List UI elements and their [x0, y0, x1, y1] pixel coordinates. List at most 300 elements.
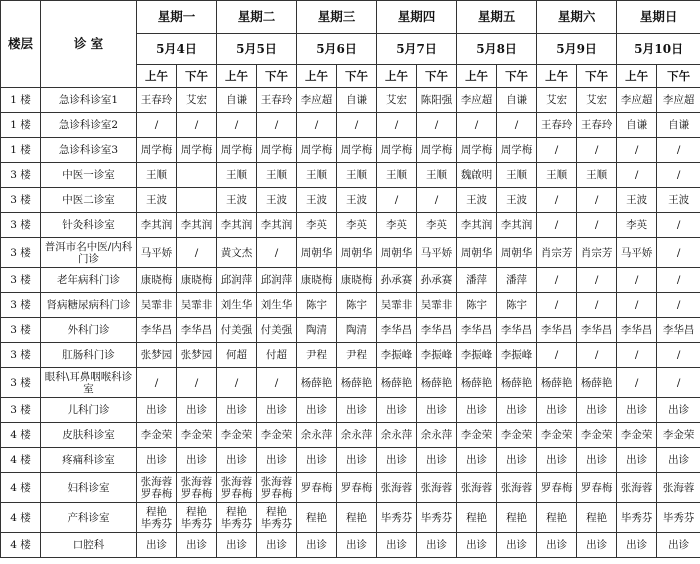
doctor-cell: 张海蓉 罗春梅	[257, 473, 297, 503]
doctor-cell: 出诊	[657, 533, 700, 558]
doctor-cell: 吴霏非	[417, 293, 457, 318]
doctor-cell: 陶清	[297, 318, 337, 343]
schedule-row	[1, 213, 700, 238]
floor-header: 楼层	[1, 1, 41, 88]
doctor-cell: /	[617, 268, 657, 293]
doctor-cell: 刘生华	[217, 293, 257, 318]
doctor-cell: 程艳	[537, 503, 577, 533]
doctor-cell: 李其润	[177, 213, 217, 238]
schedule-row	[1, 398, 700, 423]
morning-header: 上午	[617, 65, 657, 88]
doctor-cell: 罗春梅	[337, 473, 377, 503]
doctor-cell: 张海蓉	[657, 473, 700, 503]
clinic-header: 诊 室	[41, 1, 137, 88]
doctor-cell: /	[377, 188, 417, 213]
doctor-cell: 李金荣	[457, 423, 497, 448]
doctor-cell: 李英	[297, 213, 337, 238]
clinic-name-cell: 中医一诊室	[41, 163, 137, 188]
doctor-cell: 李华昌	[537, 318, 577, 343]
morning-header: 上午	[297, 65, 337, 88]
doctor-cell: 周学梅	[297, 138, 337, 163]
doctor-cell: 张梦园	[177, 343, 217, 368]
doctor-cell: 李华昌	[617, 318, 657, 343]
doctor-cell: /	[577, 268, 617, 293]
doctor-cell: 罗春梅	[537, 473, 577, 503]
doctor-cell: 自谦	[217, 88, 257, 113]
doctor-cell: 李振峰	[497, 343, 537, 368]
doctor-cell: 李英	[377, 213, 417, 238]
doctor-cell: 邱润萍	[257, 268, 297, 293]
schedule-body	[1, 88, 700, 558]
doctor-cell: 王顺	[537, 163, 577, 188]
doctor-cell: 王春玲	[137, 88, 177, 113]
schedule-row	[1, 503, 700, 533]
doctor-cell: 出诊	[217, 533, 257, 558]
doctor-cell: 程艳	[497, 503, 537, 533]
doctor-cell: 罗春梅	[297, 473, 337, 503]
morning-header: 上午	[137, 65, 177, 88]
date-header: 5月7日	[377, 34, 457, 65]
doctor-cell: 余永萍	[337, 423, 377, 448]
day-header: 星期四	[377, 1, 457, 34]
doctor-cell: /	[617, 293, 657, 318]
doctor-cell: 周学梅	[497, 138, 537, 163]
doctor-cell: 王波	[297, 188, 337, 213]
schedule-row	[1, 88, 700, 113]
doctor-cell: 艾宏	[577, 88, 617, 113]
doctor-cell: /	[257, 238, 297, 268]
doctor-cell: 出诊	[337, 533, 377, 558]
doctor-cell: 程艳	[297, 503, 337, 533]
doctor-cell: 潘萍	[497, 268, 537, 293]
doctor-cell: 李金荣	[257, 423, 297, 448]
morning-header: 上午	[217, 65, 257, 88]
doctor-cell: 王顺	[337, 163, 377, 188]
doctor-cell: 出诊	[257, 398, 297, 423]
doctor-cell: 孙承赛	[377, 268, 417, 293]
doctor-cell: 出诊	[537, 533, 577, 558]
doctor-cell: /	[617, 138, 657, 163]
doctor-cell: 出诊	[457, 533, 497, 558]
doctor-cell: 张海蓉	[417, 473, 457, 503]
doctor-cell: /	[577, 138, 617, 163]
doctor-cell: 李振峰	[377, 343, 417, 368]
floor-cell: 4 楼	[1, 423, 41, 448]
doctor-cell: 陶清	[337, 318, 377, 343]
date-header: 5月6日	[297, 34, 377, 65]
doctor-cell: 杨薛艳	[537, 368, 577, 398]
doctor-cell: 魏啟明	[457, 163, 497, 188]
day-header: 星期二	[217, 1, 297, 34]
doctor-cell: 王顺	[577, 163, 617, 188]
doctor-cell: 出诊	[617, 533, 657, 558]
date-header: 5月4日	[137, 34, 217, 65]
afternoon-header: 下午	[577, 65, 617, 88]
doctor-cell: 李华昌	[457, 318, 497, 343]
doctor-cell: /	[657, 238, 700, 268]
day-header: 星期日	[617, 1, 700, 34]
doctor-cell: /	[657, 163, 700, 188]
doctor-cell: 李其润	[457, 213, 497, 238]
floor-cell: 3 楼	[1, 268, 41, 293]
doctor-cell: 艾宏	[377, 88, 417, 113]
doctor-cell: 程艳 毕秀芬	[217, 503, 257, 533]
doctor-cell: /	[537, 188, 577, 213]
doctor-cell: 出诊	[137, 533, 177, 558]
floor-cell: 3 楼	[1, 163, 41, 188]
doctor-cell: /	[257, 113, 297, 138]
doctor-cell: /	[297, 113, 337, 138]
schedule-row	[1, 268, 700, 293]
doctor-cell: /	[537, 268, 577, 293]
doctor-cell: 李应超	[297, 88, 337, 113]
floor-cell: 3 楼	[1, 343, 41, 368]
doctor-cell: 出诊	[457, 398, 497, 423]
doctor-cell: 出诊	[377, 448, 417, 473]
doctor-cell: 李金荣	[577, 423, 617, 448]
doctor-cell: /	[257, 368, 297, 398]
doctor-cell: 王顺	[257, 163, 297, 188]
schedule-row	[1, 473, 700, 503]
doctor-cell: /	[217, 368, 257, 398]
date-header: 5月9日	[537, 34, 617, 65]
doctor-cell: 付超	[257, 343, 297, 368]
doctor-cell: 陈宇	[297, 293, 337, 318]
floor-cell: 1 楼	[1, 113, 41, 138]
doctor-cell: 出诊	[457, 448, 497, 473]
doctor-cell: 王波	[457, 188, 497, 213]
doctor-cell: 出诊	[177, 398, 217, 423]
doctor-cell: 李金荣	[657, 423, 700, 448]
clinic-name-cell: 普洱市名中医/内科门诊	[41, 238, 137, 268]
doctor-cell: 出诊	[337, 398, 377, 423]
doctor-cell: 康晓梅	[137, 268, 177, 293]
date-header: 5月5日	[217, 34, 297, 65]
doctor-cell: 出诊	[177, 533, 217, 558]
schedule-row	[1, 368, 700, 398]
doctor-cell: 出诊	[417, 398, 457, 423]
clinic-name-cell: 急诊科诊室1	[41, 88, 137, 113]
morning-header: 上午	[377, 65, 417, 88]
clinic-name-cell: 皮肤科诊室	[41, 423, 137, 448]
doctor-cell: 艾宏	[177, 88, 217, 113]
doctor-cell: 王顺	[417, 163, 457, 188]
schedule-row	[1, 163, 700, 188]
doctor-cell: 程艳 毕秀芬	[137, 503, 177, 533]
doctor-cell: 尹程	[337, 343, 377, 368]
doctor-cell: /	[457, 113, 497, 138]
doctor-cell: 周学梅	[457, 138, 497, 163]
clinic-name-cell: 肾病糖尿病科门诊	[41, 293, 137, 318]
floor-cell: 3 楼	[1, 188, 41, 213]
schedule-row	[1, 533, 700, 558]
doctor-cell: 李金荣	[537, 423, 577, 448]
doctor-cell: 刘生华	[257, 293, 297, 318]
doctor-cell: /	[657, 138, 700, 163]
doctor-cell: 杨薛艳	[377, 368, 417, 398]
doctor-cell: 自谦	[497, 88, 537, 113]
doctor-cell: 陈宇	[337, 293, 377, 318]
doctor-cell: 毕秀芬	[657, 503, 700, 533]
doctor-cell: 王顺	[497, 163, 537, 188]
doctor-cell: /	[177, 238, 217, 268]
floor-cell: 3 楼	[1, 318, 41, 343]
doctor-cell: /	[617, 343, 657, 368]
floor-cell: 4 楼	[1, 448, 41, 473]
doctor-cell: 李华昌	[497, 318, 537, 343]
doctor-cell: 李英	[617, 213, 657, 238]
doctor-cell: /	[177, 113, 217, 138]
date-header: 5月8日	[457, 34, 537, 65]
clinic-name-cell: 中医二诊室	[41, 188, 137, 213]
doctor-cell: 周学梅	[137, 138, 177, 163]
doctor-cell: 杨薛艳	[417, 368, 457, 398]
clinic-name-cell: 急诊科诊室3	[41, 138, 137, 163]
doctor-cell: 李金荣	[137, 423, 177, 448]
clinic-name-cell: 口腔科	[41, 533, 137, 558]
clinic-name-cell: 疼痛科诊室	[41, 448, 137, 473]
doctor-cell: 出诊	[377, 533, 417, 558]
afternoon-header: 下午	[337, 65, 377, 88]
doctor-cell: 王波	[617, 188, 657, 213]
doctor-cell: 王顺	[297, 163, 337, 188]
doctor-cell: 出诊	[577, 398, 617, 423]
doctor-cell: 周学梅	[377, 138, 417, 163]
doctor-cell: 程艳	[577, 503, 617, 533]
doctor-cell: 出诊	[617, 448, 657, 473]
doctor-cell: 吴霏非	[137, 293, 177, 318]
doctor-cell: 出诊	[537, 398, 577, 423]
doctor-cell: /	[377, 113, 417, 138]
doctor-cell: /	[617, 368, 657, 398]
doctor-cell: 周学梅	[177, 138, 217, 163]
doctor-cell: 出诊	[497, 398, 537, 423]
schedule-row	[1, 343, 700, 368]
doctor-cell: 吴霏非	[177, 293, 217, 318]
doctor-cell: 出诊	[217, 448, 257, 473]
doctor-cell: 王波	[217, 188, 257, 213]
doctor-cell: 陈宇	[497, 293, 537, 318]
doctor-cell: 出诊	[297, 448, 337, 473]
doctor-cell: 康晓梅	[177, 268, 217, 293]
floor-cell: 3 楼	[1, 368, 41, 398]
doctor-cell: 李其润	[497, 213, 537, 238]
doctor-cell: /	[137, 113, 177, 138]
doctor-cell: 杨薛艳	[457, 368, 497, 398]
floor-cell: 1 楼	[1, 138, 41, 163]
doctor-cell: 马平娇	[617, 238, 657, 268]
doctor-cell: /	[657, 368, 700, 398]
doctor-cell: 张海蓉 罗春梅	[217, 473, 257, 503]
day-header: 星期五	[457, 1, 537, 34]
doctor-cell: 杨薛艳	[297, 368, 337, 398]
doctor-cell: 周朝华	[377, 238, 417, 268]
doctor-cell: 出诊	[377, 398, 417, 423]
doctor-cell: 周朝华	[297, 238, 337, 268]
doctor-cell: 康晓梅	[337, 268, 377, 293]
doctor-cell: 张梦园	[137, 343, 177, 368]
doctor-cell: 王春玲	[537, 113, 577, 138]
doctor-cell: /	[657, 293, 700, 318]
doctor-cell: /	[337, 113, 377, 138]
doctor-cell: 出诊	[177, 448, 217, 473]
day-header: 星期三	[297, 1, 377, 34]
floor-cell: 4 楼	[1, 533, 41, 558]
doctor-cell: 出诊	[217, 398, 257, 423]
doctor-cell: /	[537, 138, 577, 163]
doctor-cell: 何超	[217, 343, 257, 368]
clinic-name-cell: 肛肠科门诊	[41, 343, 137, 368]
doctor-cell: /	[657, 268, 700, 293]
doctor-cell: 张海蓉 罗春梅	[177, 473, 217, 503]
doctor-cell: /	[417, 188, 457, 213]
doctor-cell	[177, 163, 217, 188]
doctor-cell: 自谦	[617, 113, 657, 138]
doctor-cell: 陈宇	[457, 293, 497, 318]
clinic-name-cell: 急诊科诊室2	[41, 113, 137, 138]
doctor-cell: 李华昌	[417, 318, 457, 343]
doctor-cell: 出诊	[297, 533, 337, 558]
doctor-cell: 李华昌	[377, 318, 417, 343]
doctor-cell: 王顺	[377, 163, 417, 188]
doctor-cell: 李华昌	[657, 318, 700, 343]
doctor-cell: 罗春梅	[577, 473, 617, 503]
doctor-cell: 出诊	[297, 398, 337, 423]
doctor-cell: 周学梅	[217, 138, 257, 163]
doctor-cell: 肖宗芳	[537, 238, 577, 268]
doctor-cell: 李振峰	[457, 343, 497, 368]
schedule-row	[1, 238, 700, 268]
doctor-cell: /	[497, 113, 537, 138]
doctor-cell: 张海蓉 罗春梅	[137, 473, 177, 503]
doctor-cell: /	[577, 293, 617, 318]
doctor-cell: 毕秀芬	[617, 503, 657, 533]
floor-cell: 3 楼	[1, 213, 41, 238]
doctor-cell: 李其润	[137, 213, 177, 238]
doctor-cell: 吴霏非	[377, 293, 417, 318]
doctor-cell: 毕秀芬	[417, 503, 457, 533]
doctor-cell: 出诊	[257, 448, 297, 473]
floor-cell: 1 楼	[1, 88, 41, 113]
doctor-cell: 付美强	[217, 318, 257, 343]
doctor-cell: 康晓梅	[297, 268, 337, 293]
doctor-cell: 李金荣	[497, 423, 537, 448]
doctor-cell: 李其润	[257, 213, 297, 238]
date-header: 5月10日	[617, 34, 700, 65]
doctor-cell: 毕秀芬	[377, 503, 417, 533]
doctor-cell: 马平娇	[137, 238, 177, 268]
doctor-cell: 李金荣	[217, 423, 257, 448]
doctor-cell: 余永萍	[417, 423, 457, 448]
doctor-cell: 周朝华	[497, 238, 537, 268]
doctor-cell: 李英	[417, 213, 457, 238]
doctor-cell: 出诊	[417, 448, 457, 473]
clinic-name-cell: 针灸科诊室	[41, 213, 137, 238]
doctor-cell: 王波	[497, 188, 537, 213]
doctor-cell: 李华昌	[137, 318, 177, 343]
schedule-row	[1, 138, 700, 163]
doctor-cell: 杨薛艳	[337, 368, 377, 398]
doctor-cell: 陈阳强	[417, 88, 457, 113]
doctor-cell: /	[657, 343, 700, 368]
afternoon-header: 下午	[177, 65, 217, 88]
doctor-cell: 王顺	[217, 163, 257, 188]
doctor-cell: 出诊	[257, 533, 297, 558]
doctor-cell: 李振峰	[417, 343, 457, 368]
doctor-cell: 周朝华	[457, 238, 497, 268]
doctor-cell: 李应超	[457, 88, 497, 113]
doctor-cell: 程艳 毕秀芬	[257, 503, 297, 533]
doctor-cell: 杨薛艳	[497, 368, 537, 398]
doctor-cell: 出诊	[137, 398, 177, 423]
doctor-cell: 周学梅	[337, 138, 377, 163]
doctor-cell: 黄文杰	[217, 238, 257, 268]
doctor-cell: 出诊	[137, 448, 177, 473]
schedule-row	[1, 448, 700, 473]
doctor-cell: 王波	[657, 188, 700, 213]
doctor-cell: 王波	[257, 188, 297, 213]
doctor-cell: 李金荣	[617, 423, 657, 448]
morning-header: 上午	[537, 65, 577, 88]
doctor-cell: /	[577, 213, 617, 238]
doctor-cell: 出诊	[417, 533, 457, 558]
doctor-cell: 出诊	[577, 533, 617, 558]
doctor-cell: 出诊	[337, 448, 377, 473]
doctor-cell: 出诊	[537, 448, 577, 473]
doctor-cell: 自谦	[337, 88, 377, 113]
doctor-cell: 出诊	[617, 398, 657, 423]
doctor-cell: 张海蓉	[377, 473, 417, 503]
doctor-cell: 周学梅	[417, 138, 457, 163]
floor-cell: 3 楼	[1, 293, 41, 318]
doctor-cell: 出诊	[497, 533, 537, 558]
clinic-name-cell: 眼科\耳鼻咽喉科诊室	[41, 368, 137, 398]
doctor-cell: 潘萍	[457, 268, 497, 293]
doctor-cell: 李应超	[617, 88, 657, 113]
schedule-row	[1, 293, 700, 318]
doctor-cell: 出诊	[577, 448, 617, 473]
afternoon-header: 下午	[657, 65, 700, 88]
doctor-cell: 李其润	[217, 213, 257, 238]
doctor-cell: 马平娇	[417, 238, 457, 268]
doctor-cell: 付美强	[257, 318, 297, 343]
floor-cell: 4 楼	[1, 503, 41, 533]
doctor-cell: 王波	[337, 188, 377, 213]
clinic-name-cell: 老年病科门诊	[41, 268, 137, 293]
floor-cell: 4 楼	[1, 473, 41, 503]
doctor-cell: /	[537, 343, 577, 368]
doctor-cell: 艾宏	[537, 88, 577, 113]
doctor-cell: 李英	[337, 213, 377, 238]
header-row-days	[1, 1, 700, 34]
doctor-cell: /	[657, 213, 700, 238]
doctor-cell: /	[177, 368, 217, 398]
doctor-cell: 李华昌	[577, 318, 617, 343]
doctor-cell: 张海蓉	[497, 473, 537, 503]
day-header: 星期一	[137, 1, 217, 34]
doctor-cell: 出诊	[657, 448, 700, 473]
doctor-cell: /	[217, 113, 257, 138]
doctor-cell: 李华昌	[177, 318, 217, 343]
doctor-cell: /	[137, 368, 177, 398]
floor-cell: 3 楼	[1, 398, 41, 423]
doctor-cell: 王顺	[137, 163, 177, 188]
doctor-cell: 李应超	[657, 88, 700, 113]
doctor-cell: 出诊	[657, 398, 700, 423]
afternoon-header: 下午	[257, 65, 297, 88]
doctor-cell: 王春玲	[577, 113, 617, 138]
doctor-cell: 李金荣	[177, 423, 217, 448]
